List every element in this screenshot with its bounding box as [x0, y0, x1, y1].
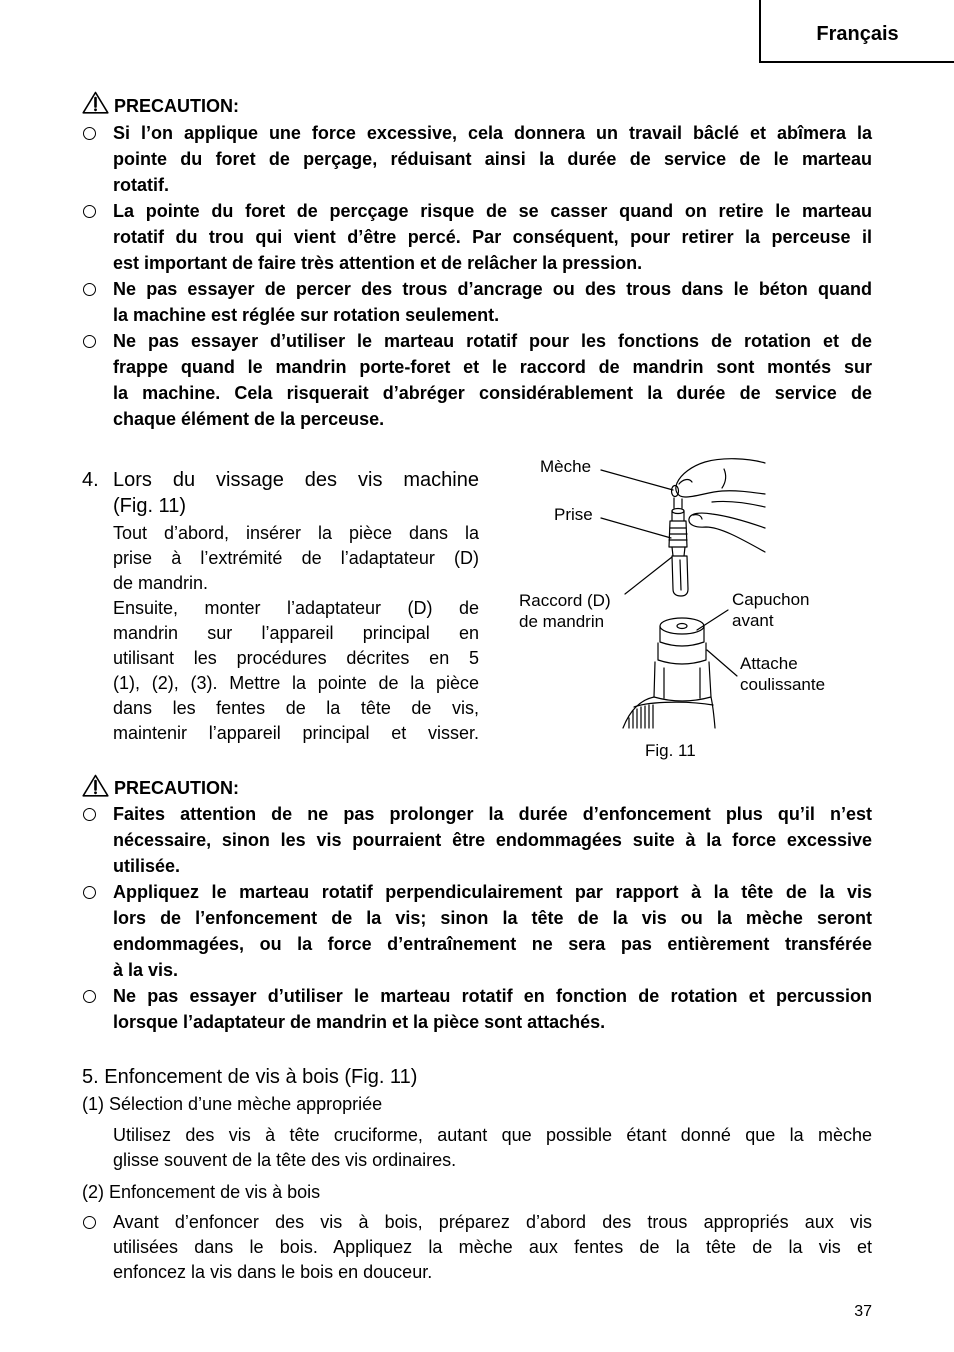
text-line: utilisées dans le bois. Appliquez la mèche aux fentes de la tête de la vis et — [113, 1237, 872, 1257]
text-line: pointe du foret de perçage, réduisant ainsi la durée de service de le marteau — [113, 149, 872, 169]
text-line: la machine est réglée sur rotation seulement. — [113, 305, 500, 325]
precaution-item — [113, 801, 872, 879]
figure-label-attache — [740, 653, 825, 695]
step-paragraph — [113, 521, 479, 596]
warning-triangle-icon — [82, 91, 109, 114]
text-line: Ne pas essayer d’utiliser le marteau rotatif en fonction de rotation et percussion — [113, 986, 872, 1006]
precaution-item — [113, 276, 872, 328]
step-paragraph — [113, 596, 479, 746]
text-line: lorsque l’adaptateur de mandrin et la pièce sont attachés. — [113, 1012, 606, 1032]
text-line: dans les fentes de la tête de vis, — [113, 698, 479, 718]
subsection-paragraph — [113, 1123, 872, 1173]
hand-drawing — [676, 459, 765, 552]
figure-label-meche — [540, 456, 591, 477]
figure-label-raccord — [519, 590, 611, 632]
text-line: rotatif du trou qui vient d’être percé. Par conséquent, pour retirer la perceuse il — [113, 227, 872, 247]
section-heading: 5. Enfoncement de vis à bois (Fig. 11) — [82, 1066, 418, 1088]
leader-line-meche — [601, 470, 673, 490]
label-line: Mèche — [540, 457, 592, 476]
bullet-circle-icon — [83, 1216, 96, 1229]
precaution-item — [113, 328, 872, 432]
text-line: utilisée. — [113, 856, 181, 876]
text-line: utilisant les procédures décrites en 5 — [113, 648, 479, 668]
label-line: Prise — [554, 505, 593, 524]
leader-line-raccord — [625, 557, 672, 594]
text-line: Avant d’enfoncer des vis à bois, préparez d’abord des trous appropriés aux vis — [113, 1212, 872, 1232]
text-line: de mandrin. — [113, 573, 209, 593]
text-line: endommagées, ou la force d’entraînement ne sera pas entièrement transférée — [113, 934, 872, 954]
text-line: glisse souvent de la tête des vis ordinaires. — [113, 1150, 457, 1170]
text-line: Tout d’abord, insérer la pièce dans la — [113, 523, 479, 543]
adapter-drawing — [669, 509, 688, 597]
bullet-circle-icon — [83, 990, 96, 1003]
text-line: (Fig. 11) — [113, 495, 186, 517]
text-line: lors de l’enfoncement de la vis; sinon la tête de la vis ou la mèche seront — [113, 908, 872, 928]
precaution-list — [113, 120, 872, 432]
text-line: Faites attention de ne pas prolonger la durée d’enfoncement plus qu’il n’est — [113, 804, 872, 824]
text-line: Appliquez le marteau rotatif perpendiculairement par rapport à la tête de la vis — [113, 882, 872, 902]
precaution-item — [113, 983, 872, 1035]
text-line: enfoncez la vis dans le bois en douceur. — [113, 1262, 433, 1282]
warning-triangle-icon — [82, 774, 109, 797]
text-line: la machine. Cela risquerait d’abréger considérablement la durée de service de — [113, 383, 872, 403]
bullet-circle-icon — [83, 808, 96, 821]
text-line: frappe quand le mandrin porte-foret et le raccord de mandrin sont montés sur — [113, 357, 872, 377]
text-line: Ensuite, monter l’adaptateur (D) de — [113, 598, 479, 618]
precaution-heading: PRECAUTION: — [114, 778, 239, 798]
subsection-heading: (2) Enfoncement de vis à bois — [82, 1182, 321, 1202]
text-line: La pointe du foret de percçage risque de se casser quand on retire le marteau — [113, 201, 872, 221]
text-line: chaque élément de la perceuse. — [113, 409, 385, 429]
precaution-list — [113, 801, 872, 1035]
language-tab: Français — [759, 0, 954, 63]
subsection-heading: (1) Sélection d’une mèche appropriée — [82, 1094, 383, 1114]
label-line: Attache — [740, 654, 798, 673]
step-number: 4. — [82, 469, 99, 491]
page-number: 37 — [854, 1303, 872, 1320]
bullet-circle-icon — [83, 886, 96, 899]
text-line: prise à l’extrémité de l’adaptateur (D) — [113, 548, 479, 568]
leader-line-attache — [707, 650, 737, 676]
text-line: Ne pas essayer d’utiliser le marteau rotatif pour les fonctions de rotation et de — [113, 331, 872, 351]
instruction-list — [113, 1210, 872, 1285]
text-line: maintenir l’appareil principal et visser. — [113, 723, 479, 743]
precaution-heading: PRECAUTION: — [114, 96, 239, 116]
label-line: avant — [732, 611, 774, 630]
step-heading — [113, 467, 479, 519]
bullet-circle-icon — [83, 127, 96, 140]
text-line: Ne pas essayer de percer des trous d’ancrage ou des trous dans le béton quand — [113, 279, 872, 299]
instruction-item — [113, 1210, 872, 1285]
figure-label-prise — [554, 504, 593, 525]
bullet-circle-icon — [83, 205, 96, 218]
text-line: Utilisez des vis à tête cruciforme, autant que possible étant donné que la mèche — [113, 1125, 872, 1145]
figure-caption: Fig. 11 — [645, 741, 696, 760]
precaution-item — [113, 198, 872, 276]
text-line: nécessaire, sinon les vis pourraient être endommagées suite à la force excessive — [113, 830, 872, 850]
text-line: (1), (2), (3). Mettre la pointe de la pièce — [113, 673, 479, 693]
precaution-item — [113, 879, 872, 983]
text-line: Lors du vissage des vis machine — [113, 469, 479, 491]
text-line: mandrin sur l’appareil principal en — [113, 623, 479, 643]
leader-line-capuchon — [697, 610, 728, 630]
text-line: Si l’on applique une force excessive, cela donnera un travail bâclé et abîmera la — [113, 123, 872, 143]
drill-nose-drawing — [623, 618, 715, 728]
precaution-item — [113, 120, 872, 198]
figure-label-capuchon — [732, 589, 810, 631]
text-line: est important de faire très attention et de relâcher la pression. — [113, 253, 643, 273]
text-line: à la vis. — [113, 960, 179, 980]
label-line: Raccord (D) — [519, 591, 611, 610]
leader-line-prise — [601, 518, 671, 538]
label-line: Capuchon — [732, 590, 810, 609]
text-line: rotatif. — [113, 175, 169, 195]
bullet-circle-icon — [83, 335, 96, 348]
label-line: coulissante — [740, 675, 826, 694]
bullet-circle-icon — [83, 283, 96, 296]
label-line: de mandrin — [519, 612, 605, 631]
